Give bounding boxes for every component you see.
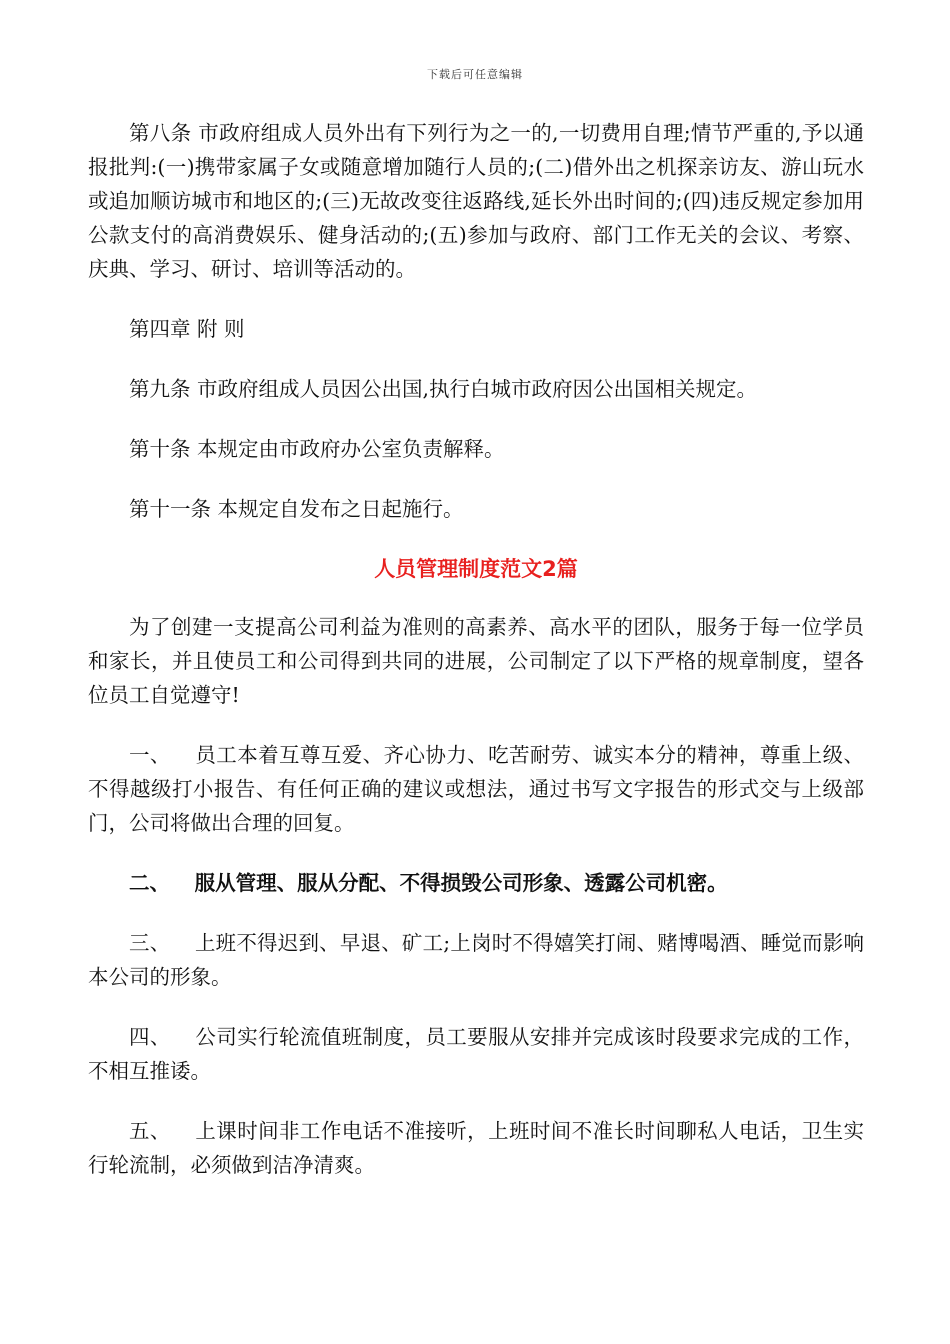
rule-text: 上课时间非工作电话不准接听，上班时间不准长时间聊私人电话，卫生实行轮流制，必须做到洁净清爽。	[88, 1119, 864, 1177]
chapter-4-heading: 第四章 附 则	[129, 317, 245, 341]
article-8: 第八条 市政府组成人员外出有下列行为之一的,一切费用自理;情节严重的,予以通报批判:(一)携带家属子女或随意增加随行人员的;(二)借外出之机探亲访友、游山玩水或追加顺访城市和地区的;(三)无故改变往返路线,延长外出时间的;(四)违反规定参加用公款支付的高消费娱乐、健身活动的;(五)参加与政府、部门工作无关的会议、考察、庆典、学习、研讨、培训等活动的。	[88, 121, 864, 281]
rule-item-3	[88, 926, 864, 994]
document-body	[88, 116, 864, 1182]
rule-number: 五、	[129, 1119, 171, 1143]
rule-item-4	[88, 1020, 864, 1088]
article-11: 第十一条 本规定自发布之日起施行。	[129, 497, 464, 521]
rule-text: 公司实行轮流值班制度，员工要服从安排并完成该时段要求完成的工作，不相互推诿。	[88, 1025, 864, 1083]
page-header: 下载后可任意编辑	[427, 68, 523, 81]
rule-text: 服从管理、服从分配、不得损毁公司形象、透露公司机密。	[194, 871, 728, 895]
rule-item-1	[88, 738, 864, 840]
rule-item-2	[88, 866, 864, 900]
article-9: 第九条 市政府组成人员因公出国,执行白城市政府因公出国相关规定。	[129, 377, 758, 401]
article-10: 第十条 本规定由市政府办公室负责解释。	[129, 437, 505, 461]
rule-text: 员工本着互尊互爱、齐心协力、吃苦耐劳、诚实本分的精神，尊重上级、不得越级打小报告、有任何正确的建议或想法，通过书写文字报告的形式交与上级部门，公司将做出合理的回复。	[88, 743, 864, 835]
rule-number: 二、	[129, 871, 170, 895]
section-intro: 为了创建一支提高公司利益为准则的高素养、高水平的团队，服务于每一位学员和家长，并且使员工和公司得到共同的进展，公司制定了以下严格的规章制度，望各位员工自觉遵守!	[88, 615, 864, 707]
section-title: 人员管理制度范文2篇	[374, 557, 578, 581]
rule-number: 四、	[129, 1025, 171, 1049]
rule-number: 三、	[129, 931, 171, 955]
rule-item-5	[88, 1114, 864, 1182]
rule-text: 上班不得迟到、早退、矿工;上岗时不得嬉笑打闹、赌博喝酒、睡觉而影响本公司的形象。	[88, 931, 865, 989]
rule-number: 一、	[129, 743, 171, 767]
